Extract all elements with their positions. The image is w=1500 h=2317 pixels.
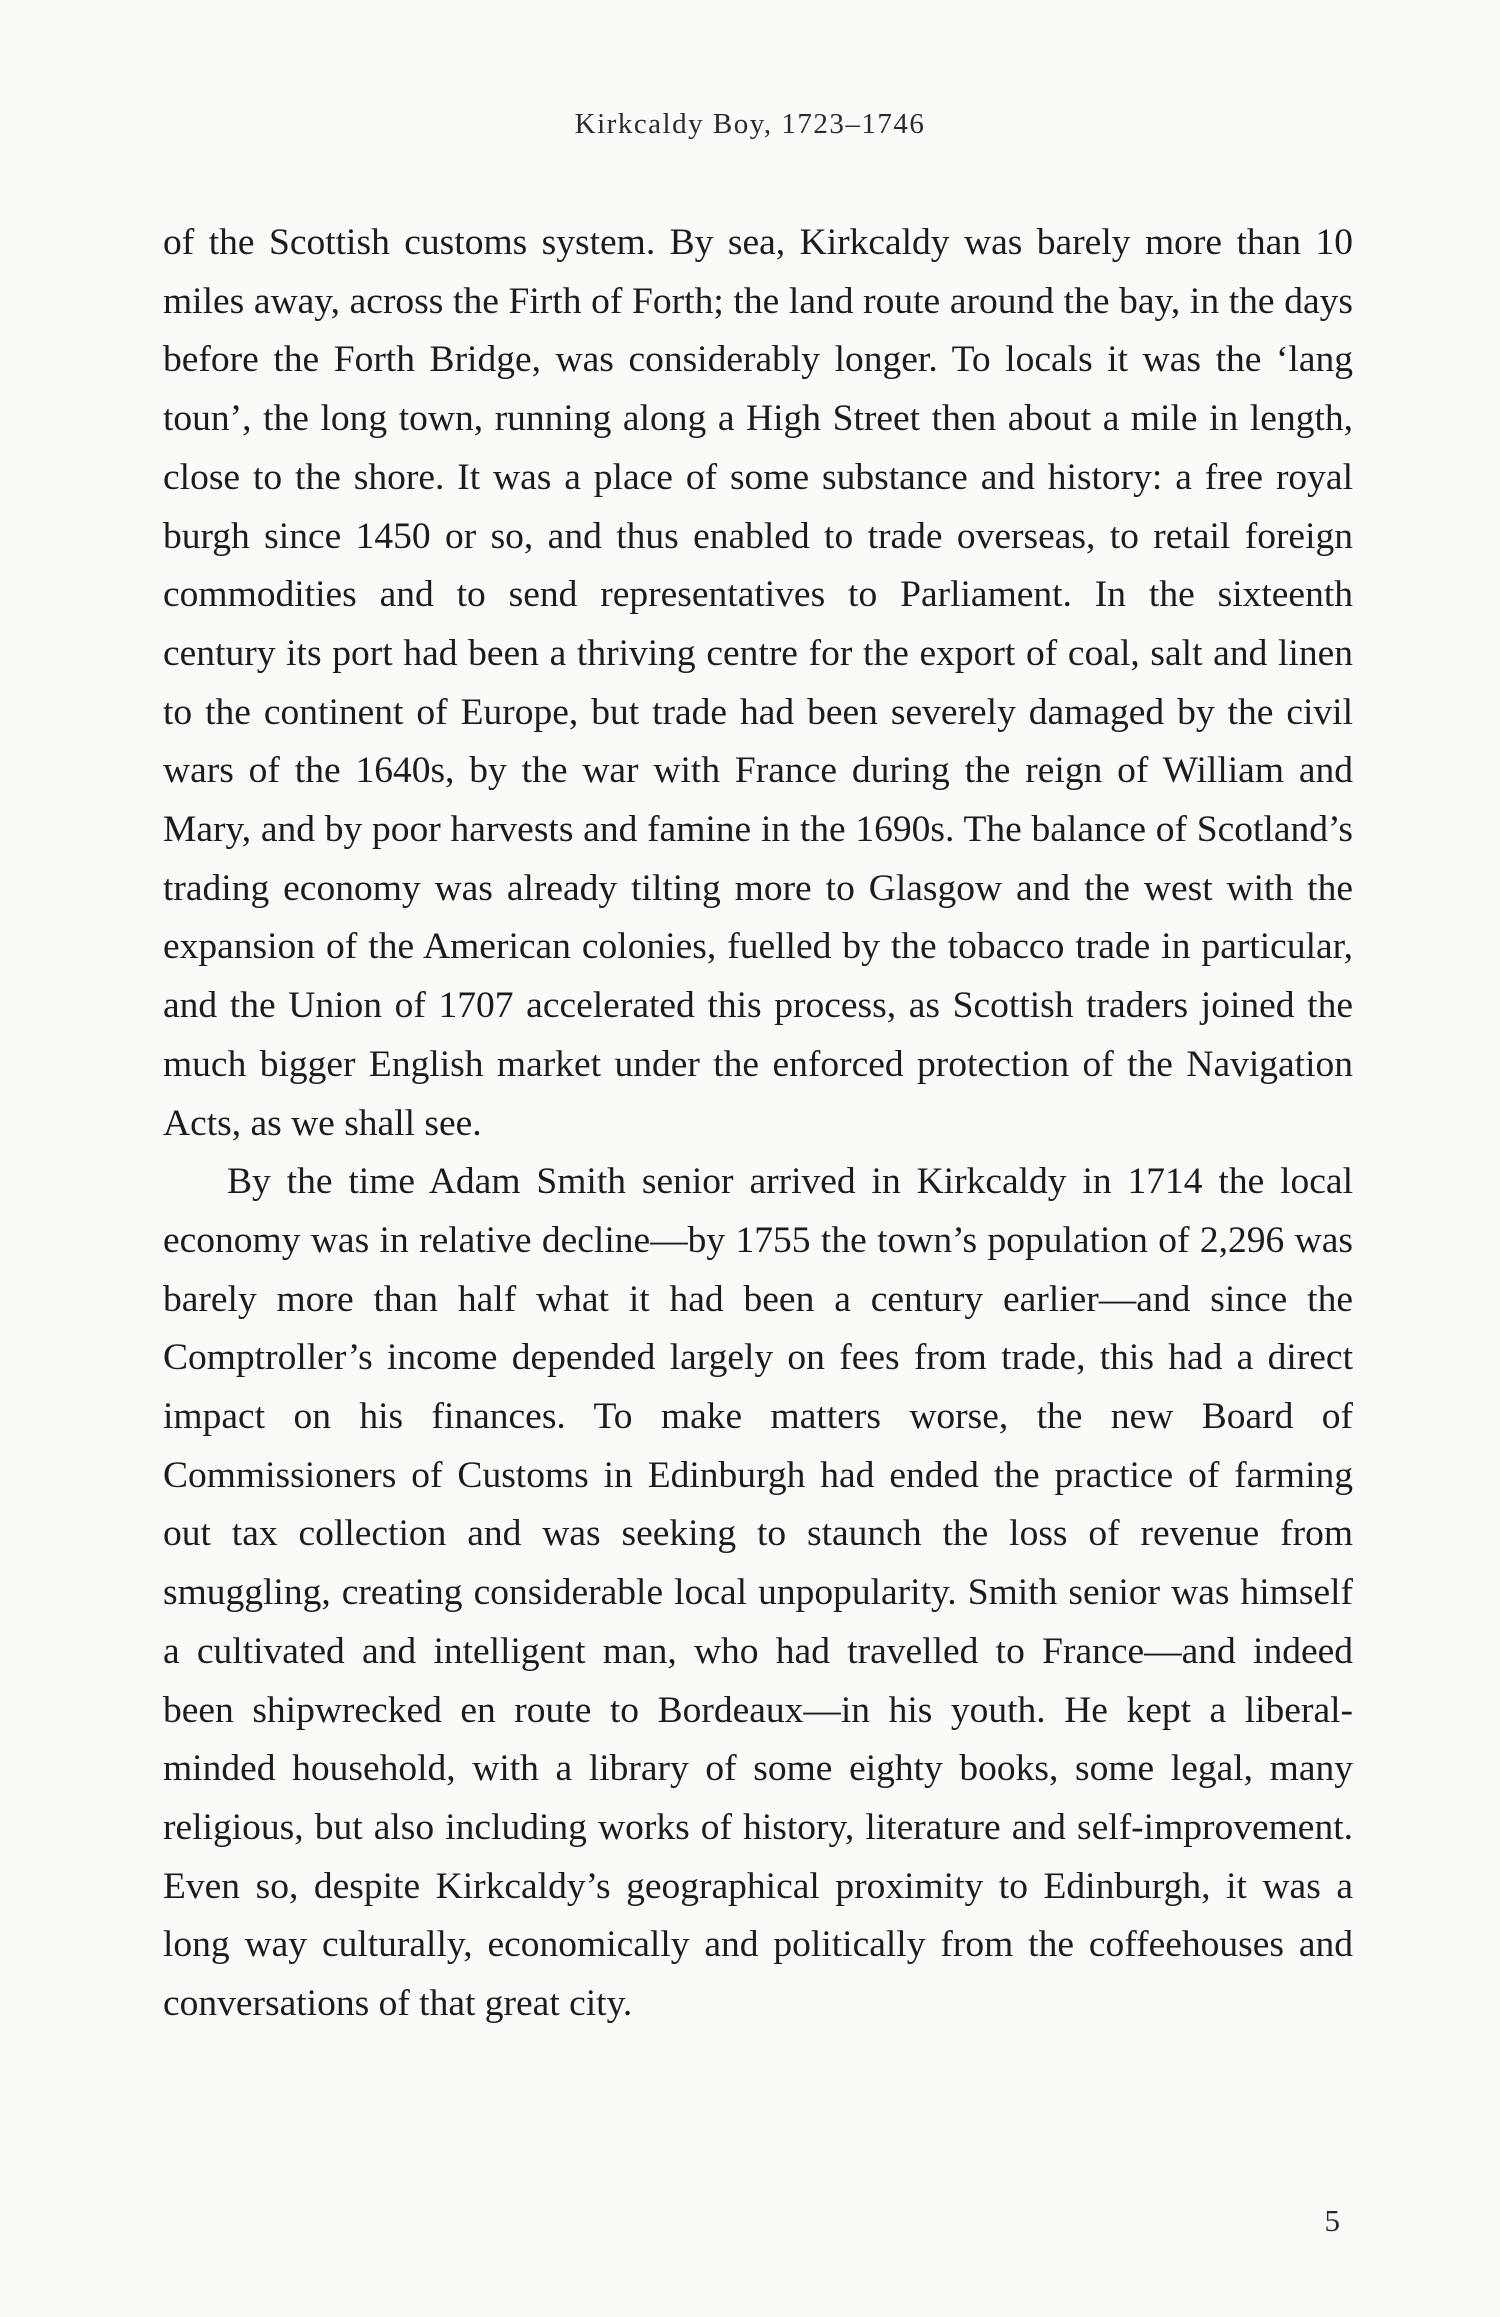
body-text: [163, 214, 1353, 2034]
running-head: Kirkcaldy Boy, 1723–1746: [574, 108, 926, 140]
paragraph-continued: of the Scottish customs system. By sea, Kirkcaldy was barely more than 10 miles away, across the Firth of Forth; the land route around the bay, in the days before the Forth Bridge, was considerably longer. To locals it was the ‘lang toun’, the long town, running along a High Street then about a mile in length, close to the shore. It was a place of some substance and history: a free royal burgh since 1450 or so, and thus enabled to trade overseas, to retail foreign commodities and to send representatives to Parliament. In the sixteenth century its port had been a thriving centre for the export of coal, salt and linen to the continent of Europe, but trade had been severely damaged by the civil wars of the 1640s, by the war with France during the reign of William and Mary, and by poor harvests and famine in the 1690s. The balance of Scotland’s trading economy was already tilting more to Glasgow and the west with the expansion of the American colonies, fuelled by the tobacco trade in particular, and the Union of 1707 accelerated this process, as Scottish traders joined the much bigger English market under the enforced protection of the Navigation Acts, as we shall see.: [163, 222, 1353, 1144]
paragraph: By the time Adam Smith senior arrived in Kirkcaldy in 1714 the local economy was in relative decline—by 1755 the town’s population of 2,296 was barely more than half what it had been a century earlier—and since the Comptroller’s income depended largely on fees from trade, this had a direct impact on his finances. To make matters worse, the new Board of Commissioners of Customs in Edinburgh had ended the practice of farming out tax collection and was seeking to staunch the loss of revenue from smuggling, creating considerable local unpopularity. Smith senior was himself a cultivated and intelligent man, who had travelled to France—and indeed been shipwrecked en route to Bordeaux—in his youth. He kept a liberal-minded household, with a library of some eighty books, some legal, many religious, but also including works of history, literature and self-improvement. Even so, despite Kirkcaldy’s geographical proximity to Edinburgh, it was a long way culturally, economically and politically from the coffeehouses and conversations of that great city.: [163, 1161, 1353, 2025]
page-number: 5: [1324, 2203, 1340, 2238]
